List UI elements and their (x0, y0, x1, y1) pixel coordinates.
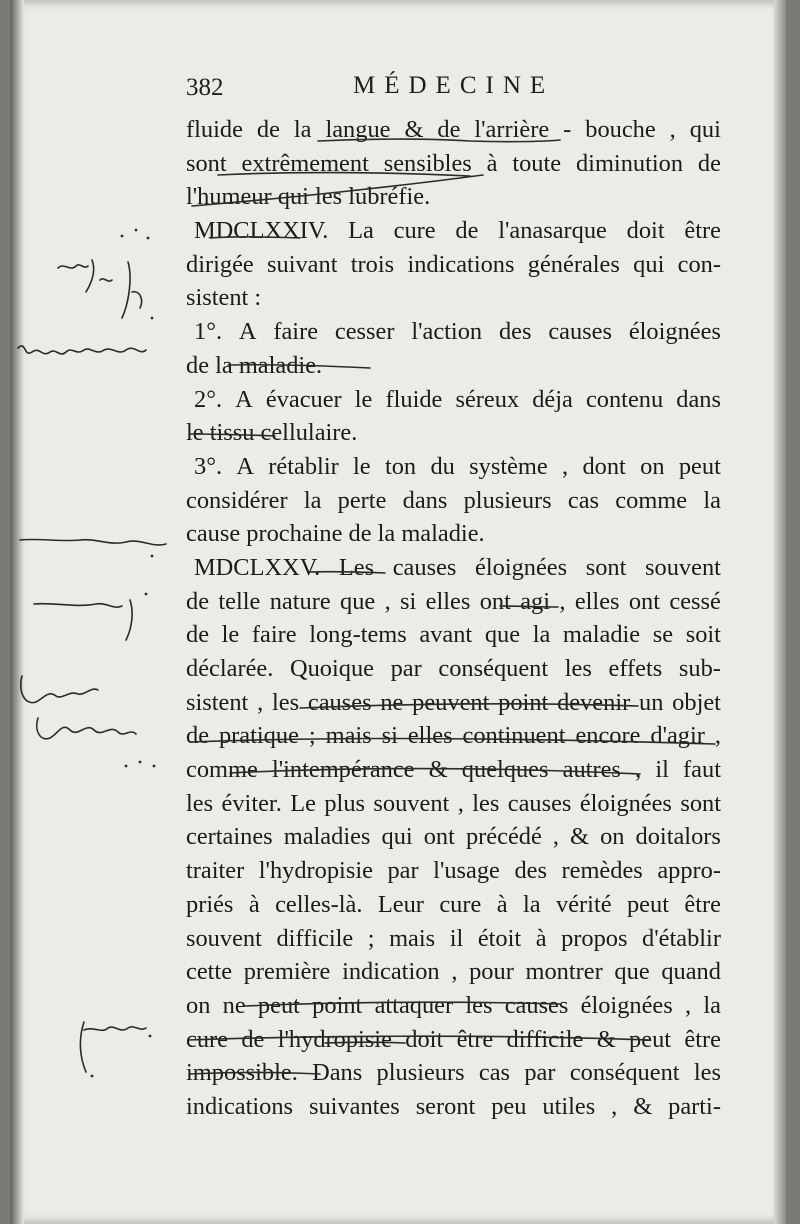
word: peut (629, 1025, 672, 1053)
word: le (221, 621, 240, 649)
word: perte (337, 486, 387, 514)
word: système (469, 452, 548, 480)
word: langue (325, 116, 391, 143)
word: l'action (411, 318, 483, 346)
word: d'agir (650, 722, 705, 750)
word: générales (527, 250, 620, 278)
word: étoit (477, 924, 522, 952)
word: la (303, 486, 322, 514)
word: ne (222, 991, 246, 1019)
word: toute (512, 149, 562, 177)
word: sensibles (383, 149, 472, 177)
word: causes (392, 553, 457, 581)
text-line (186, 1023, 721, 1057)
word: seront (415, 1092, 476, 1120)
word: les (693, 1059, 721, 1087)
word: qui (689, 116, 721, 143)
text-line (186, 585, 721, 619)
word: & (428, 756, 448, 784)
word: - (563, 116, 572, 143)
word: certaines (186, 823, 273, 851)
word: autres (562, 756, 621, 784)
running-title: MÉDECINE (353, 72, 555, 99)
word: par (390, 655, 422, 682)
word: utiles (542, 1092, 596, 1120)
word: les (272, 688, 300, 716)
word: souvent (645, 553, 721, 581)
word: peut (678, 452, 721, 480)
word: peu (491, 1092, 527, 1120)
text-line (186, 214, 721, 248)
word: , (611, 1092, 618, 1120)
word: de (186, 722, 210, 750)
word: éloignées (579, 789, 672, 817)
word: déja (532, 385, 573, 413)
word: de (241, 1025, 265, 1053)
word: comme (186, 756, 258, 784)
word: montrer (525, 958, 603, 986)
word: cesser (334, 318, 395, 346)
word: ton (384, 452, 417, 480)
word: MDCLXXIV. (194, 217, 329, 245)
word: A (236, 452, 254, 480)
word: de (256, 116, 280, 143)
word: causes (504, 991, 569, 1019)
word: on (600, 823, 625, 851)
word: contenu (585, 385, 664, 413)
word: peuvent (412, 688, 490, 716)
word: avant (419, 621, 473, 649)
page-header (186, 72, 721, 108)
word: long-tems (309, 621, 407, 649)
word: cette (186, 958, 233, 986)
word: traiter (186, 857, 245, 885)
word: , (559, 587, 566, 615)
word: éloignées (580, 991, 673, 1019)
word: se (652, 621, 674, 649)
page-number: 382 (186, 74, 224, 101)
word: sont (680, 789, 721, 817)
word: Leur (377, 890, 424, 918)
word: sont (186, 149, 227, 177)
word: agi (520, 587, 551, 615)
word: elles (407, 722, 453, 750)
word: dont (582, 452, 626, 480)
word: doit (405, 1025, 444, 1053)
word: première (243, 958, 331, 986)
word: A (238, 318, 257, 346)
word: suivant (267, 250, 338, 278)
word: cure (186, 1025, 228, 1053)
text-line (186, 854, 721, 888)
word: l'hydropisie (277, 1025, 392, 1053)
word: des (498, 318, 532, 346)
word: pour (469, 958, 514, 986)
word: il (449, 924, 464, 952)
word: précédé (465, 823, 542, 851)
word: propos (561, 924, 628, 952)
word: si (400, 587, 417, 615)
word: faire (273, 318, 319, 346)
word: indications (186, 1092, 294, 1120)
word: , (684, 991, 692, 1019)
word: attaquer (374, 991, 454, 1019)
word: causes (307, 688, 372, 716)
word: A (235, 385, 253, 413)
word: doitalors (635, 823, 721, 851)
word: ont (479, 587, 511, 615)
text-line (186, 753, 721, 787)
body-text (186, 113, 721, 1124)
word: de (437, 116, 461, 143)
word: que (614, 958, 650, 986)
text-line (186, 517, 721, 551)
word: dans (676, 385, 721, 413)
word: peut (626, 890, 669, 918)
word: diminution (575, 149, 684, 177)
word: conséquent (438, 655, 549, 682)
word: déclarée. (186, 655, 274, 682)
word: par (524, 1059, 556, 1087)
word: l'hydropisie (258, 857, 373, 885)
text-line (186, 989, 721, 1023)
word: que (484, 621, 521, 649)
word: cas (567, 486, 600, 514)
word: souvent (186, 924, 262, 952)
word: sont (585, 553, 627, 581)
word: considérer (186, 486, 288, 514)
word: on (186, 991, 211, 1019)
text-line (186, 383, 721, 417)
word: les (465, 991, 493, 1019)
word: rétablir (268, 452, 339, 480)
word: conséquent (569, 1059, 680, 1087)
word: La (348, 217, 374, 245)
word: qui (381, 823, 413, 851)
word: les (186, 789, 214, 817)
word: dans (402, 486, 448, 514)
word: , (562, 452, 569, 480)
word: éviter. (221, 789, 282, 817)
word: cas (478, 1059, 511, 1087)
word: que (340, 587, 376, 615)
word: à (486, 149, 498, 177)
word: con- (677, 250, 721, 278)
word: cure (439, 890, 482, 918)
word: l'anasarque (498, 217, 607, 245)
word: , (384, 587, 391, 615)
word: , (451, 958, 458, 986)
text-line (186, 450, 721, 484)
word: effets (608, 655, 663, 682)
text-line (186, 719, 721, 753)
word: la (703, 486, 721, 514)
word: de (186, 621, 210, 649)
text-line (186, 955, 721, 989)
word: mais (325, 722, 372, 750)
word: 3°. (194, 452, 223, 480)
word: éloignées (475, 553, 568, 581)
word: 1°. (194, 318, 223, 346)
word: si (381, 722, 398, 750)
word: peut (257, 991, 300, 1019)
word: les (564, 655, 592, 682)
word: la (293, 116, 312, 143)
word: 2°. (194, 385, 223, 413)
word: ; (308, 722, 316, 750)
word: l'arrière (474, 116, 550, 143)
text-line (186, 484, 721, 518)
line-text: sistent : (186, 284, 262, 312)
word: & (633, 1092, 653, 1120)
word: par (387, 857, 419, 885)
word: ne (380, 688, 404, 716)
word: , (457, 789, 464, 817)
word: l'intempérance (271, 756, 415, 784)
word: priés (186, 890, 234, 918)
word: , (714, 722, 721, 750)
word: plus (324, 789, 366, 817)
word: remèdes (561, 857, 643, 885)
word: la (532, 621, 551, 649)
line-text: cause prochaine de la maladie. (186, 520, 485, 548)
word: bouche (585, 116, 656, 143)
word: appro- (657, 857, 721, 885)
word: , (635, 756, 642, 784)
word: qui (633, 250, 665, 278)
word: le (354, 385, 373, 413)
word: à (535, 924, 547, 952)
word: les (472, 789, 500, 817)
word: séreux (455, 385, 520, 413)
text-line (186, 315, 721, 349)
word: causes (548, 318, 612, 346)
word: cure (393, 217, 436, 245)
word: éloignées (628, 318, 721, 346)
text-line (186, 113, 721, 147)
word: évacuer (265, 385, 342, 413)
word: , (669, 116, 676, 143)
word: maladie (562, 621, 641, 649)
word: nature (269, 587, 331, 615)
word: Le (290, 789, 316, 817)
line-text: le tissu cellulaire. (186, 419, 358, 447)
word: sub- (678, 655, 721, 682)
word: des (514, 857, 547, 885)
word: difficile (506, 1025, 584, 1053)
word: le (353, 452, 371, 480)
word: ont (628, 587, 661, 615)
word: objet (672, 688, 721, 716)
word: maladies (283, 823, 371, 851)
word: point (498, 688, 549, 716)
word: dirigée (186, 250, 254, 278)
text-line (186, 1056, 721, 1090)
text-line (186, 416, 721, 450)
word: fluide (385, 385, 443, 413)
word: un (639, 688, 664, 716)
word: ont (423, 823, 455, 851)
text-line (186, 888, 721, 922)
word: du (430, 452, 455, 480)
word: quand (661, 958, 721, 986)
word: doit (626, 217, 665, 245)
word: fluide (186, 116, 243, 143)
text-line (186, 922, 721, 956)
line-text: de la maladie. (186, 351, 323, 379)
text-line (186, 349, 721, 383)
text-line (186, 686, 721, 720)
page-gutter-shadow (10, 0, 24, 1224)
word: suivantes (308, 1092, 400, 1120)
word: de (697, 149, 721, 177)
word: ; (367, 924, 375, 952)
word: indications (407, 250, 515, 278)
word: causes (507, 789, 572, 817)
word: plusieurs (463, 486, 552, 514)
word: telle (218, 587, 261, 615)
word: MDCLXXV. (194, 553, 321, 581)
word: impossible. (186, 1059, 298, 1087)
word: plusieurs (376, 1059, 465, 1087)
word: continuent (462, 722, 566, 750)
word: souvent (373, 789, 450, 817)
word: soit (685, 621, 721, 649)
word: quelques (461, 756, 549, 784)
word: devenir (557, 688, 631, 716)
word: la (703, 991, 721, 1019)
word: pratique (218, 722, 299, 750)
word: & (404, 116, 424, 143)
word: Quoique (289, 655, 374, 682)
word: elles (574, 587, 620, 615)
word: faut (683, 756, 721, 784)
word: on (640, 452, 665, 480)
word: être (684, 890, 721, 918)
text-line (186, 618, 721, 652)
word: sistent (186, 688, 249, 716)
text-line (186, 551, 721, 585)
word: de (186, 587, 210, 615)
word: il (655, 756, 669, 784)
page-edge-shadow (774, 0, 786, 1224)
word: comme (615, 486, 688, 514)
word: trois (350, 250, 395, 278)
word: vérité (556, 890, 612, 918)
word: celles-là. (275, 890, 363, 918)
word: être (684, 217, 721, 245)
word: faire (251, 621, 297, 649)
word: l'usage (433, 857, 500, 885)
word: , (552, 823, 559, 851)
word: cessé (669, 587, 721, 615)
text-line (186, 652, 721, 686)
word: parti- (668, 1092, 721, 1120)
word: difficile (276, 924, 354, 952)
word: indication (342, 958, 440, 986)
text-line (186, 180, 721, 214)
text-line (186, 820, 721, 854)
word: , (257, 688, 264, 716)
word: de (455, 217, 479, 245)
text-line (186, 248, 721, 282)
word: la (523, 890, 541, 918)
text-line (186, 281, 721, 315)
text-line (186, 1090, 721, 1124)
word: être (456, 1025, 494, 1053)
word: elles (425, 587, 471, 615)
word: d'établir (642, 924, 721, 952)
word: & (570, 823, 590, 851)
word: être (684, 1025, 721, 1053)
line-text: l'humeur qui les lubréfie. (186, 183, 431, 211)
word: à (248, 890, 260, 918)
word: mais (389, 924, 436, 952)
word: Les (338, 553, 375, 581)
word: encore (575, 722, 641, 750)
word: point (312, 991, 363, 1019)
word: à (496, 890, 508, 918)
text-line (186, 787, 721, 821)
word: Dans (312, 1059, 363, 1087)
word: extrêmement (241, 149, 369, 177)
word: & (596, 1025, 616, 1053)
text-line (186, 147, 721, 181)
